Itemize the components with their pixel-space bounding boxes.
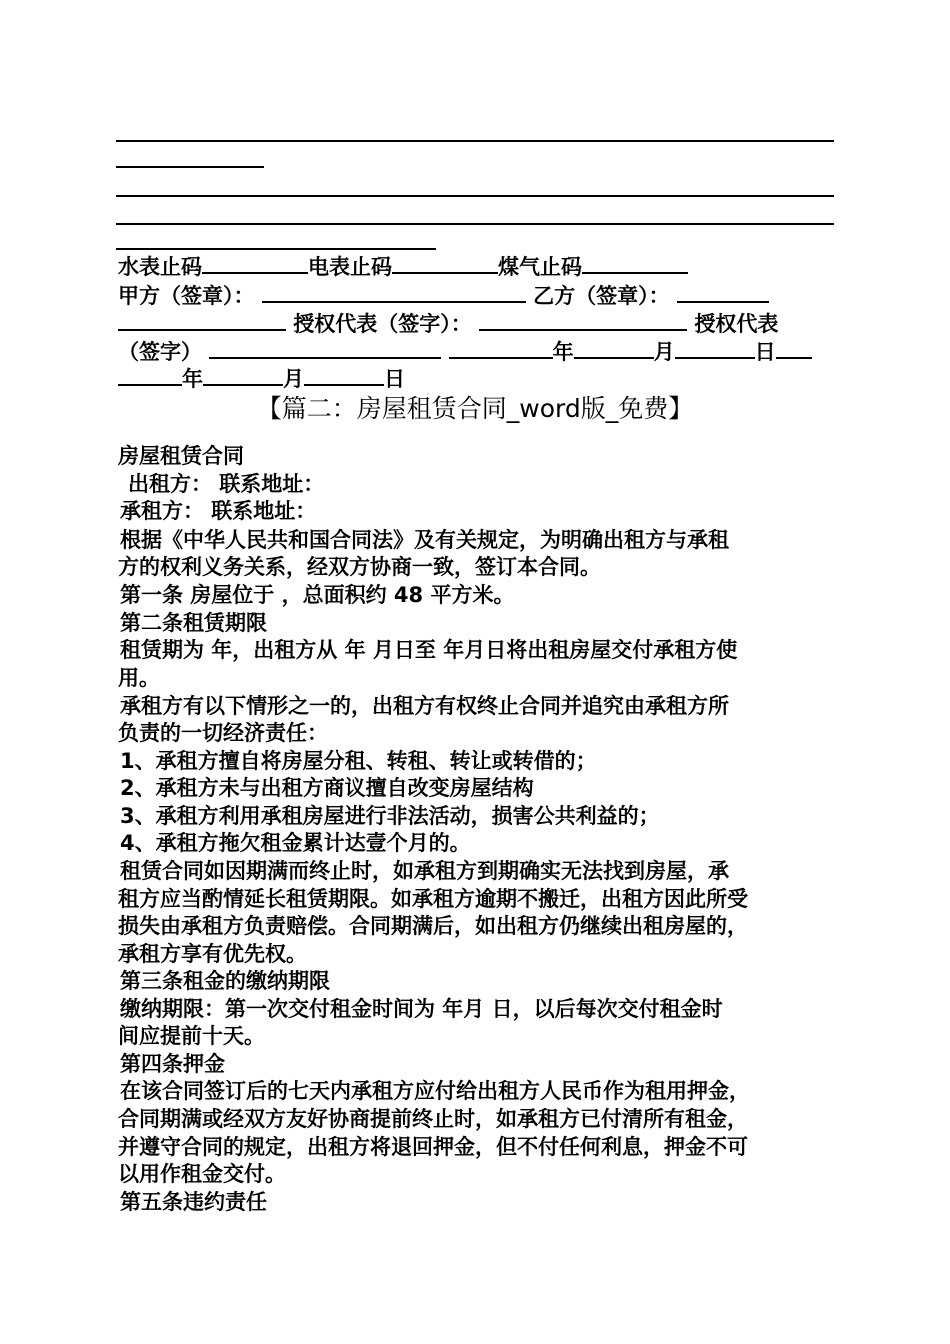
blank-rule [116, 248, 436, 250]
paragraph-line: 并遵守合同的规定，出租方将退回押金，但不付任何利息，押金不可 [118, 1135, 748, 1159]
lessee-line: 承租方： 联系地址： [120, 499, 317, 523]
paragraph-line: 在该合同签订后的七天内承租方应付给出租方人民币作为租用押金， [120, 1079, 750, 1103]
auth-rep-label-2: 授权代表 [694, 312, 779, 336]
day-label: 日 [384, 367, 405, 391]
day-label: 日 [754, 340, 776, 364]
month-label: 月 [283, 367, 304, 391]
preamble-line: 根据《中华人民共和国合同法》及有关规定，为明确出租方与承租 [120, 528, 729, 552]
blank-field [574, 339, 654, 359]
sign-date-line [118, 339, 812, 366]
blank-field [392, 254, 498, 274]
paragraph-line: 租赁期为 年，出租方从 年 月日至 年月日将出租房屋交付承租方使 [120, 638, 738, 662]
blank-field [262, 283, 526, 303]
water-meter-label: 水表止码 [118, 255, 202, 279]
date-line [118, 366, 405, 393]
blank-field [209, 339, 441, 359]
article-3-title: 第三条租金的缴纳期限 [120, 969, 330, 993]
blank-field [675, 339, 755, 359]
blank-rule [116, 195, 834, 197]
blank-field [203, 366, 283, 386]
blank-field [304, 366, 384, 386]
sign-label: （签字） [118, 340, 202, 364]
blank-rule [116, 140, 834, 142]
blank-field [479, 311, 687, 331]
paragraph-line: 用。 [118, 666, 160, 690]
article-2-title: 第二条租赁期限 [120, 611, 267, 635]
blank-field [582, 254, 688, 274]
article-5-title: 第五条违约责任 [120, 1190, 267, 1214]
section-title: 【篇二：房屋租赁合同_word版_免费】 [256, 394, 694, 423]
blank-field [677, 283, 769, 303]
blank-field [449, 339, 553, 359]
article-1: 第一条 房屋位于 ，总面积约 48 平方米。 [120, 583, 515, 607]
list-item: 1、承租方擅自将房屋分租、转租、转让或转借的； [120, 749, 597, 773]
meter-readings-line [118, 254, 688, 281]
paragraph-line: 间应提前十天。 [118, 1024, 265, 1048]
blank-rule [116, 223, 834, 225]
paragraph-line: 承租方享有优先权。 [118, 942, 307, 966]
blank-field [776, 339, 812, 359]
auth-rep-line [118, 311, 778, 338]
paragraph-line: 缴纳期限：第一次交付租金时间为 年月 日，以后每次交付租金时 [120, 997, 723, 1021]
paragraph-line: 损失由承租方负责赔偿。合同期满后，如出租方仍继续出租房屋的， [118, 914, 748, 938]
blank-field [118, 311, 286, 331]
paragraph-line: 租赁合同如因期满而终止时，如承租方到期确实无法找到房屋，承 [120, 859, 729, 883]
party-a-sign-label: 甲方（签章）： [118, 284, 255, 308]
lessor-line: 出租方： 联系地址： [128, 472, 325, 496]
paragraph-line: 租方应当酌情延长租赁期限。如承租方逾期不搬迁，出租方因此所受 [118, 887, 748, 911]
paragraph-line: 负责的一切经济责任： [118, 721, 328, 745]
blank-field [118, 366, 182, 386]
preamble-line: 方的权利义务关系，经双方协商一致，签订本合同。 [118, 555, 601, 579]
auth-rep-label: 授权代表（签字）： [293, 312, 472, 336]
year-label: 年 [552, 340, 574, 364]
paragraph-line: 承租方有以下情形之一的，出租方有权终止合同并追究由承租方所 [120, 694, 729, 718]
paragraph-line: 合同期满或经双方友好协商提前终止时，如承租方已付清所有租金， [118, 1107, 748, 1131]
article-4-title: 第四条押金 [120, 1052, 225, 1076]
electric-meter-label: 电表止码 [308, 255, 392, 279]
blank-rule [116, 166, 264, 168]
month-label: 月 [653, 340, 675, 364]
list-item: 2、承租方未与出租方商议擅自改变房屋结构 [120, 776, 534, 800]
year-label: 年 [182, 367, 203, 391]
party-signature-line [118, 283, 769, 310]
list-item: 4、承租方拖欠租金累计达壹个月的。 [120, 831, 471, 855]
gas-meter-label: 煤气止码 [498, 255, 582, 279]
paragraph-line: 以用作租金交付。 [118, 1162, 286, 1186]
party-b-sign-label: 乙方（签章）： [533, 284, 670, 308]
contract-title: 房屋租赁合同 [118, 444, 244, 468]
list-item: 3、承租方利用承租房屋进行非法活动，损害公共利益的； [120, 804, 660, 828]
blank-field [202, 254, 308, 274]
